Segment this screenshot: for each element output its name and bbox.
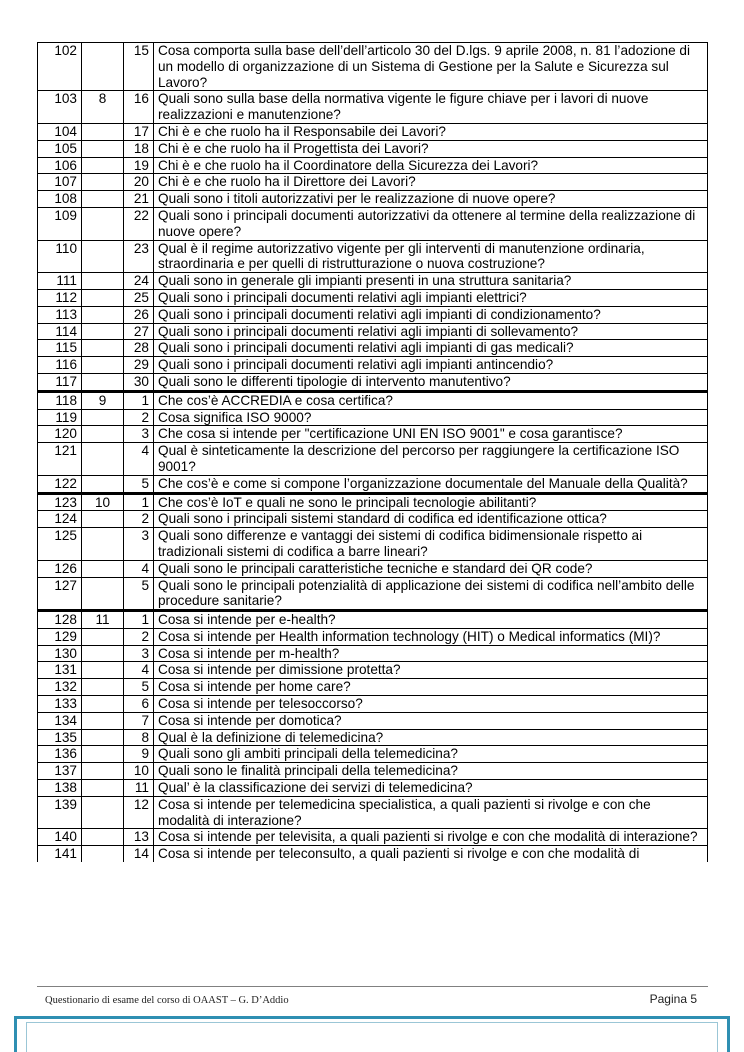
section-number bbox=[82, 746, 124, 763]
row-number: 103 bbox=[38, 91, 82, 124]
question-index: 27 bbox=[124, 323, 154, 340]
table-row bbox=[38, 763, 708, 780]
section-number bbox=[82, 560, 124, 577]
question-index: 13 bbox=[124, 829, 154, 846]
table-row bbox=[38, 174, 708, 191]
footer-divider bbox=[37, 986, 708, 987]
question-text: Qual’ è la classificazione dei servizi di telemedicina? bbox=[154, 780, 708, 797]
question-text: Quali sono sulla base della normativa vigente le figure chiave per i lavori di nuove realizzazioni e manutenzione? bbox=[154, 91, 708, 124]
question-text: Quali sono i principali documenti autorizzativi da ottenere al termine della realizzazione di nuove opere? bbox=[154, 207, 708, 240]
row-number: 141 bbox=[38, 846, 82, 862]
question-index: 18 bbox=[124, 140, 154, 157]
table-row bbox=[38, 323, 708, 340]
table-row bbox=[38, 679, 708, 696]
question-text: Cosa si intende per m-health? bbox=[154, 645, 708, 662]
question-index: 1 bbox=[124, 493, 154, 511]
question-index: 12 bbox=[124, 796, 154, 829]
section-number bbox=[82, 340, 124, 357]
section-number bbox=[82, 712, 124, 729]
question-text: Quali sono i titoli autorizzativi per le realizzazione di nuove opere? bbox=[154, 191, 708, 208]
question-index: 23 bbox=[124, 240, 154, 273]
section-number bbox=[82, 628, 124, 645]
question-index: 4 bbox=[124, 662, 154, 679]
row-number: 107 bbox=[38, 174, 82, 191]
row-number: 106 bbox=[38, 157, 82, 174]
question-index: 30 bbox=[124, 373, 154, 391]
question-index: 29 bbox=[124, 357, 154, 374]
question-index: 17 bbox=[124, 123, 154, 140]
section-number bbox=[82, 240, 124, 273]
question-text: Quali sono gli ambiti principali della telemedicina? bbox=[154, 746, 708, 763]
question-text: Quali sono differenze e vantaggi dei sistemi di codifica bidimensionale rispetto ai tradizionali sistemi di codifica a barre lineari? bbox=[154, 528, 708, 561]
row-number: 133 bbox=[38, 696, 82, 713]
question-index: 1 bbox=[124, 391, 154, 409]
question-text: Chi è e che ruolo ha il Direttore dei Lavori? bbox=[154, 174, 708, 191]
row-number: 120 bbox=[38, 426, 82, 443]
question-text: Cosa significa ISO 9000? bbox=[154, 409, 708, 426]
question-text: Cosa si intende per Health information technology (HIT) o Medical informatics (MI)? bbox=[154, 628, 708, 645]
question-index: 10 bbox=[124, 763, 154, 780]
table-row bbox=[38, 340, 708, 357]
question-text: Cosa si intende per telemedicina specialistica, a quali pazienti si rivolge e con che modalità di interazione? bbox=[154, 796, 708, 829]
question-index: 8 bbox=[124, 729, 154, 746]
section-number: 11 bbox=[82, 611, 124, 629]
table-row bbox=[38, 729, 708, 746]
row-number: 118 bbox=[38, 391, 82, 409]
section-number: 8 bbox=[82, 91, 124, 124]
question-index: 16 bbox=[124, 91, 154, 124]
question-text: Quali sono i principali sistemi standard di codifica ed identificazione ottica? bbox=[154, 511, 708, 528]
row-number: 138 bbox=[38, 780, 82, 797]
section-number bbox=[82, 528, 124, 561]
section-number bbox=[82, 577, 124, 611]
table-row bbox=[38, 475, 708, 493]
question-index: 2 bbox=[124, 511, 154, 528]
row-number: 130 bbox=[38, 645, 82, 662]
row-number: 131 bbox=[38, 662, 82, 679]
section-number bbox=[82, 679, 124, 696]
section-number bbox=[82, 829, 124, 846]
question-index: 3 bbox=[124, 528, 154, 561]
section-number bbox=[82, 373, 124, 391]
row-number: 105 bbox=[38, 140, 82, 157]
question-text: Cosa si intende per teleconsulto, a quali pazienti si rivolge e con che modalità di bbox=[154, 846, 708, 862]
question-index: 4 bbox=[124, 560, 154, 577]
section-number bbox=[82, 426, 124, 443]
question-text: Che cos’è e come si compone l’organizzazione documentale del Manuale della Qualità? bbox=[154, 475, 708, 493]
section-number bbox=[82, 796, 124, 829]
question-text: Chi è e che ruolo ha il Responsabile dei Lavori? bbox=[154, 123, 708, 140]
question-text: Quali sono le principali caratteristiche tecniche e standard dei QR code? bbox=[154, 560, 708, 577]
table-row bbox=[38, 191, 708, 208]
question-index: 24 bbox=[124, 273, 154, 290]
section-number bbox=[82, 409, 124, 426]
section-number bbox=[82, 43, 124, 91]
table-row bbox=[38, 796, 708, 829]
question-index: 7 bbox=[124, 712, 154, 729]
section-number bbox=[82, 729, 124, 746]
row-number: 113 bbox=[38, 306, 82, 323]
table-row bbox=[38, 123, 708, 140]
question-index: 19 bbox=[124, 157, 154, 174]
section-number bbox=[82, 511, 124, 528]
table-row bbox=[38, 306, 708, 323]
table-row bbox=[38, 409, 708, 426]
question-text: Cosa comporta sulla base dell’dell’articolo 30 del D.lgs. 9 aprile 2008, n. 81 l’adozione di un modello di organizzazione di un Sistema di Gestione per la Salute e Sicurezza sul Lavoro? bbox=[154, 43, 708, 91]
section-number: 9 bbox=[82, 391, 124, 409]
table-row bbox=[38, 528, 708, 561]
question-text: Cosa si intende per dimissione protetta? bbox=[154, 662, 708, 679]
question-text: Chi è e che ruolo ha il Coordinatore della Sicurezza dei Lavori? bbox=[154, 157, 708, 174]
table-row bbox=[38, 560, 708, 577]
row-number: 119 bbox=[38, 409, 82, 426]
table-row bbox=[38, 443, 708, 476]
table-row bbox=[38, 157, 708, 174]
question-text: Quali sono le differenti tipologie di intervento manutentivo? bbox=[154, 373, 708, 391]
row-number: 122 bbox=[38, 475, 82, 493]
table-row bbox=[38, 140, 708, 157]
question-index: 14 bbox=[124, 846, 154, 862]
row-number: 108 bbox=[38, 191, 82, 208]
question-index: 22 bbox=[124, 207, 154, 240]
question-text: Quali sono i principali documenti relativi agli impianti di gas medicali? bbox=[154, 340, 708, 357]
section-number bbox=[82, 273, 124, 290]
table-row bbox=[38, 645, 708, 662]
question-index: 20 bbox=[124, 174, 154, 191]
footer-page-number: Pagina 5 bbox=[649, 992, 697, 1006]
question-index: 5 bbox=[124, 577, 154, 611]
question-text: Che cos’è IoT e quali ne sono le principali tecnologie abilitanti? bbox=[154, 493, 708, 511]
table-row bbox=[38, 577, 708, 611]
row-number: 123 bbox=[38, 493, 82, 511]
question-index: 5 bbox=[124, 679, 154, 696]
question-index: 3 bbox=[124, 426, 154, 443]
section-number bbox=[82, 289, 124, 306]
section-number bbox=[82, 475, 124, 493]
question-text: Quali sono le principali potenzialità di applicazione dei sistemi di codifica nell’ambito delle procedure sanitarie? bbox=[154, 577, 708, 611]
row-number: 110 bbox=[38, 240, 82, 273]
question-index: 2 bbox=[124, 409, 154, 426]
question-text: Quali sono i principali documenti relativi agli impianti elettrici? bbox=[154, 289, 708, 306]
question-index: 3 bbox=[124, 645, 154, 662]
section-number bbox=[82, 191, 124, 208]
row-number: 134 bbox=[38, 712, 82, 729]
section-number bbox=[82, 645, 124, 662]
table-row bbox=[38, 846, 708, 862]
question-text: Che cos’è ACCREDIA e cosa certifica? bbox=[154, 391, 708, 409]
table-row bbox=[38, 696, 708, 713]
row-number: 126 bbox=[38, 560, 82, 577]
table-row bbox=[38, 43, 708, 91]
footer-course-label: Questionario di esame del corso di OAAST – G. D’Addio bbox=[45, 995, 289, 1006]
question-index: 4 bbox=[124, 443, 154, 476]
question-text: Cosa si intende per televisita, a quali pazienti si rivolge e con che modalità di interazione? bbox=[154, 829, 708, 846]
section-number bbox=[82, 207, 124, 240]
table-row bbox=[38, 91, 708, 124]
section-number bbox=[82, 306, 124, 323]
row-number: 139 bbox=[38, 796, 82, 829]
table-row bbox=[38, 628, 708, 645]
section-number bbox=[82, 662, 124, 679]
row-number: 117 bbox=[38, 373, 82, 391]
section-number bbox=[82, 157, 124, 174]
question-text: Cosa si intende per telesoccorso? bbox=[154, 696, 708, 713]
question-text: Quali sono le finalità principali della telemedicina? bbox=[154, 763, 708, 780]
row-number: 121 bbox=[38, 443, 82, 476]
row-number: 102 bbox=[38, 43, 82, 91]
section-number bbox=[82, 443, 124, 476]
question-text: Qual è il regime autorizzativo vigente per gli interventi di manutenzione ordinaria, straordinaria e per quelli di ristrutturazione o nuova costruzione? bbox=[154, 240, 708, 273]
question-text: Cosa si intende per domotica? bbox=[154, 712, 708, 729]
table-row bbox=[38, 493, 708, 511]
footer-inner-border-decoration bbox=[26, 1022, 718, 1052]
question-index: 5 bbox=[124, 475, 154, 493]
table-row bbox=[38, 611, 708, 629]
section-number bbox=[82, 123, 124, 140]
question-text: Chi è e che ruolo ha il Progettista dei Lavori? bbox=[154, 140, 708, 157]
section-number bbox=[82, 174, 124, 191]
section-number bbox=[82, 140, 124, 157]
table-row bbox=[38, 662, 708, 679]
question-index: 2 bbox=[124, 628, 154, 645]
row-number: 128 bbox=[38, 611, 82, 629]
section-number bbox=[82, 763, 124, 780]
row-number: 112 bbox=[38, 289, 82, 306]
row-number: 124 bbox=[38, 511, 82, 528]
row-number: 129 bbox=[38, 628, 82, 645]
row-number: 111 bbox=[38, 273, 82, 290]
section-number bbox=[82, 780, 124, 797]
question-text: Qual è la definizione di telemedicina? bbox=[154, 729, 708, 746]
section-number bbox=[82, 357, 124, 374]
table-row bbox=[38, 373, 708, 391]
question-text: Cosa si intende per e-health? bbox=[154, 611, 708, 629]
table-row bbox=[38, 357, 708, 374]
table-row bbox=[38, 780, 708, 797]
row-number: 136 bbox=[38, 746, 82, 763]
row-number: 135 bbox=[38, 729, 82, 746]
question-index: 11 bbox=[124, 780, 154, 797]
table-row bbox=[38, 426, 708, 443]
table-row bbox=[38, 746, 708, 763]
row-number: 109 bbox=[38, 207, 82, 240]
question-index: 28 bbox=[124, 340, 154, 357]
row-number: 127 bbox=[38, 577, 82, 611]
section-number: 10 bbox=[82, 493, 124, 511]
section-number bbox=[82, 323, 124, 340]
question-index: 26 bbox=[124, 306, 154, 323]
questions-table-body bbox=[38, 43, 708, 863]
questions-table bbox=[37, 42, 708, 862]
question-text: Quali sono i principali documenti relativi agli impianti di condizionamento? bbox=[154, 306, 708, 323]
row-number: 116 bbox=[38, 357, 82, 374]
row-number: 104 bbox=[38, 123, 82, 140]
row-number: 115 bbox=[38, 340, 82, 357]
section-number bbox=[82, 846, 124, 862]
question-text: Quali sono i principali documenti relativi agli impianti di sollevamento? bbox=[154, 323, 708, 340]
table-row bbox=[38, 829, 708, 846]
row-number: 125 bbox=[38, 528, 82, 561]
question-text: Quali sono i principali documenti relativi agli impianti antincendio? bbox=[154, 357, 708, 374]
question-index: 1 bbox=[124, 611, 154, 629]
section-number bbox=[82, 696, 124, 713]
question-text: Cosa si intende per home care? bbox=[154, 679, 708, 696]
table-row bbox=[38, 391, 708, 409]
question-index: 21 bbox=[124, 191, 154, 208]
table-row bbox=[38, 289, 708, 306]
table-row bbox=[38, 240, 708, 273]
table-row bbox=[38, 207, 708, 240]
question-index: 15 bbox=[124, 43, 154, 91]
row-number: 137 bbox=[38, 763, 82, 780]
question-index: 6 bbox=[124, 696, 154, 713]
question-index: 9 bbox=[124, 746, 154, 763]
table-row bbox=[38, 273, 708, 290]
question-text: Qual è sinteticamente la descrizione del percorso per raggiungere la certificazione ISO 9001? bbox=[154, 443, 708, 476]
row-number: 114 bbox=[38, 323, 82, 340]
question-index: 25 bbox=[124, 289, 154, 306]
table-row bbox=[38, 511, 708, 528]
row-number: 132 bbox=[38, 679, 82, 696]
question-text: Quali sono in generale gli impianti presenti in una struttura sanitaria? bbox=[154, 273, 708, 290]
question-text: Che cosa si intende per "certificazione UNI EN ISO 9001" e cosa garantisce? bbox=[154, 426, 708, 443]
table-row bbox=[38, 712, 708, 729]
row-number: 140 bbox=[38, 829, 82, 846]
